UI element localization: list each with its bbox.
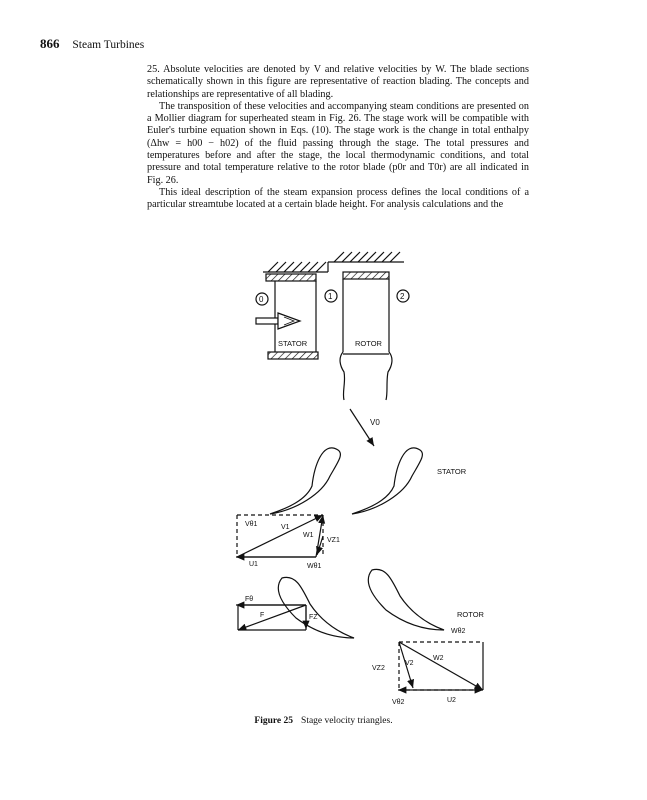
velocity-triangle-2 [372, 628, 483, 706]
svg-text:Vθ2: Vθ2 [392, 699, 405, 706]
rotor-blade-2 [368, 569, 444, 630]
caption-text: Stage velocity triangles. [301, 716, 393, 726]
svg-text:FZ: FZ [309, 614, 318, 621]
paragraph-2: The transposition of these velocities and accompanying steam conditions are presented on a Mollier diagram for superheated steam in Fig. 26. The stage work will be compatible with Euler's turbine equation shown in Eqs. (10). The stage work is the change in total enthalpy (Δhw = h00 − h02) of the fluid passing through the stage. The total pressures and temperatures before and after the stage, the local thermodynamic conditions, and total pressure and total temperature relative to the rotor blade (p0r and T0r) are all indicated in Fig. 26. [147, 100, 529, 186]
rotor-row-label: ROTOR [457, 610, 484, 619]
stator-label: STATOR [278, 339, 308, 348]
svg-text:U1: U1 [249, 561, 258, 568]
station-0 [256, 293, 268, 305]
svg-text:W2: W2 [433, 655, 444, 662]
rotor-blade-1 [278, 577, 354, 638]
rotor-label: ROTOR [355, 339, 382, 348]
svg-text:W1: W1 [303, 532, 314, 539]
caption-label: Figure 25 [254, 716, 294, 726]
velocity-triangle-1 [236, 515, 340, 570]
svg-text:F: F [260, 612, 265, 619]
page-number: 866 [40, 36, 60, 51]
svg-text:Wθ2: Wθ2 [451, 628, 466, 635]
casing-wall [263, 252, 404, 272]
v0-arrow [350, 409, 374, 446]
svg-text:1: 1 [328, 292, 333, 301]
station-1 [325, 290, 337, 302]
rotor-row [340, 272, 392, 400]
running-title: Steam Turbines [72, 39, 145, 51]
stator-blade-1 [270, 448, 340, 514]
paragraph-1: 25. Absolute velocities are denoted by V and relative velocities by W. The blade sections schematically shown in this figure are representative of reaction blading. The concepts and relationships are representative of all blading. [147, 64, 529, 100]
svg-text:Fθ: Fθ [245, 596, 254, 603]
svg-text:V1: V1 [281, 524, 290, 531]
station-2 [397, 290, 409, 302]
svg-text:V2: V2 [405, 660, 414, 667]
svg-text:VZ2: VZ2 [372, 665, 385, 672]
paragraph-3: This ideal description of the steam expansion process defines the local conditions of a particular streamtube located at a certain blade height. For analysis calculations and the [147, 186, 529, 211]
stator-blade-2 [352, 448, 422, 514]
svg-text:Vθ1: Vθ1 [245, 521, 258, 528]
force-triangle [236, 596, 318, 630]
svg-text:2: 2 [400, 292, 405, 301]
inflow-arrow [256, 313, 300, 329]
svg-text:U2: U2 [447, 697, 456, 704]
v0-label: V0 [370, 418, 380, 427]
svg-text:Wθ1: Wθ1 [307, 563, 322, 570]
stator-row [266, 274, 318, 359]
stator-row-label: STATOR [437, 467, 467, 476]
svg-text:VZ1: VZ1 [327, 537, 340, 544]
figure-caption [0, 716, 647, 726]
svg-text:0: 0 [259, 295, 264, 304]
